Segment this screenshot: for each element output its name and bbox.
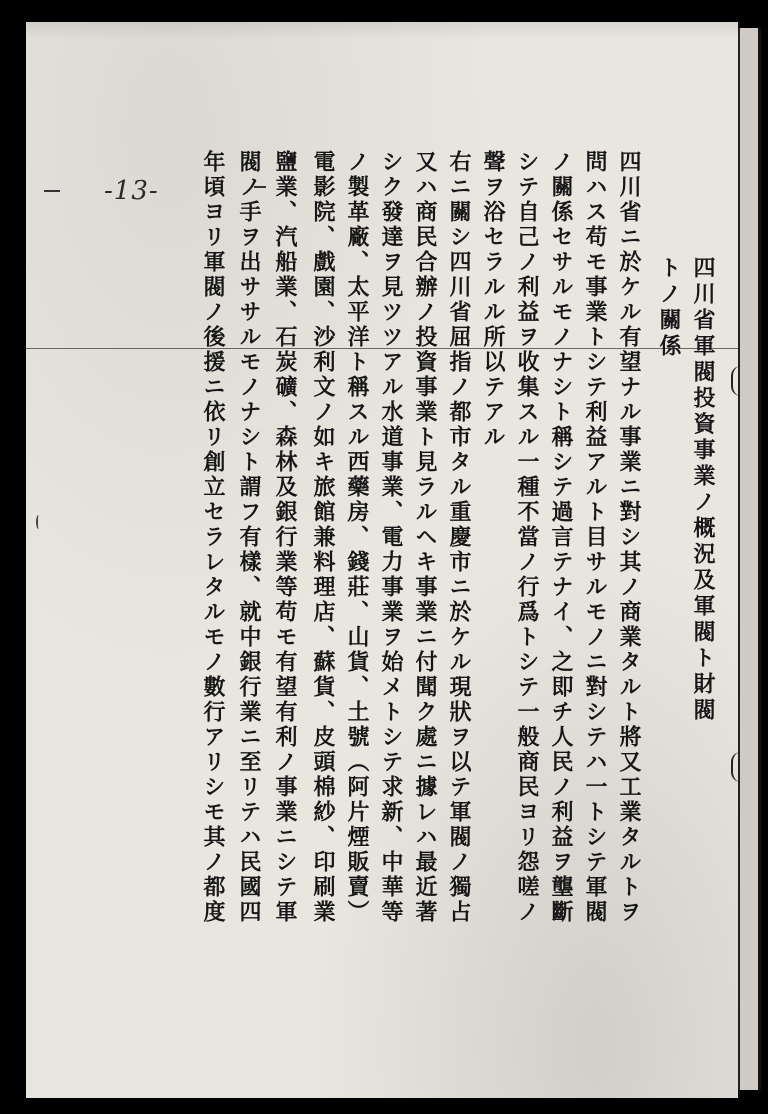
body-line: シク發達ヲ見ツツアル水道事業、電力事業ヲ始メトシテ求新、中華等	[378, 150, 404, 925]
page-binding-edge	[738, 28, 761, 1090]
body-line: 閥ノ手ヲ出ササルモノナシト謂フ有樣、就中銀行業ニ至リテハ民國四	[236, 150, 262, 925]
margin-mark	[44, 190, 60, 192]
body-line: 問ハス苟モ事業トシテ利益アルト目サルモノニ對シテハ一トシテ軍閥	[582, 150, 608, 925]
page-number: -13-	[104, 176, 159, 206]
body-line: ノ製革廠、太平洋ト稱スル西藥房、錢莊、山貨、土號（阿片煙販賣）	[344, 150, 370, 925]
body-line: 又ハ商民合辦ノ投資事業ト見ラルヘキ事業ニ付聞ク處ニ據レハ最近著	[412, 150, 438, 925]
body-line: 聲ヲ浴セラルル所以テアル	[480, 150, 506, 450]
body-line: 鹽業、汽船業、石炭礦、森林及銀行業等苟モ有望有利ノ事業ニシテ軍	[272, 150, 298, 925]
body-line: シテ自己ノ利益ヲ收集スル一種不當ノ行爲トシテ一般商民ヨリ怨嗟ノ	[514, 150, 540, 925]
body-line: 電影院、戲園、沙利文ノ如キ旅館兼料理店、蘇貨、皮頭棉紗、印刷業	[310, 150, 336, 925]
margin-tick	[36, 515, 41, 529]
binding-notch	[731, 366, 743, 396]
document-title-continued: トノ關係	[656, 256, 682, 360]
body-line: 右ニ關シ四川省屈指ノ都市タル重慶市ニ於ケル現狀ヲ以テ軍閥ノ獨占	[446, 150, 472, 925]
binding-notch	[731, 752, 743, 782]
document-title: 四川省軍閥投資事業ノ概況及軍閥ト財閥	[690, 256, 716, 724]
body-line: 四川省ニ於ケル有望ナル事業ニ對シ其ノ商業タルト將又工業タルトヲ	[616, 150, 642, 925]
body-line: ノ關係セサルモノナシト稱シテ過言テナイ、之即チ人民ノ利益ヲ壟斷	[548, 150, 574, 925]
body-line: 年頃ヨリ軍閥ノ後援ニ依リ創立セラレタルモノ數行アリシモ其ノ都度	[200, 150, 226, 925]
